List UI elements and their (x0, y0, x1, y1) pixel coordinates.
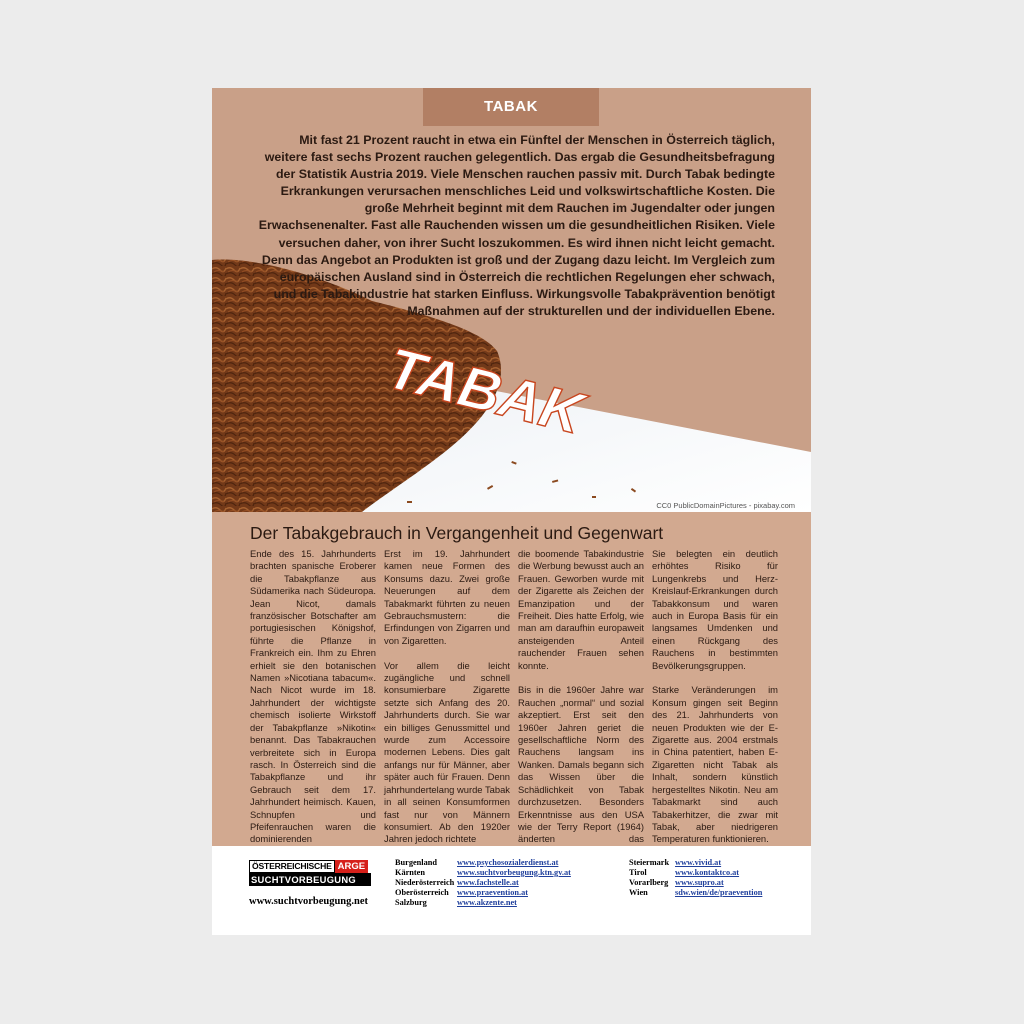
region-name: Niederösterreich (395, 877, 455, 887)
link-row (395, 898, 571, 908)
paragraph: Vor allem die leicht zugängliche und schnell konsumierbare Zigarette setzte sich Anfang des 20. Jahrhunderts durch. Sie war ein billiges Genussmittel und wurde zum Accessoire modernen Lebens. Dies galt anfangs nur für Männer, aber später auch für Frauen. Denn jahrhundertelang wurde Tabak in all seinen Konsumformen fast nur von Männern konsumiert. Ab den 1920er Jahren jedoch richtete (384, 659, 510, 845)
topic-tag: TABAK (423, 88, 599, 126)
link-row (395, 858, 571, 868)
region-url[interactable]: www.akzente.net (457, 897, 517, 907)
article-title: Der Tabakgebrauch in Vergangenheit und Gegenwart (250, 523, 664, 543)
footer (212, 846, 811, 935)
link-row (629, 888, 762, 898)
article-columns (250, 548, 790, 843)
article-section (212, 512, 811, 846)
poster-page (212, 88, 811, 935)
region-name: Tirol (629, 867, 647, 877)
region-url[interactable]: www.praevention.at (457, 887, 528, 897)
region-url[interactable]: www.kontaktco.at (675, 867, 740, 877)
paragraph: Erst im 19. Jahrhundert kamen neue Formen des Konsums dazu. Zwei große Neuerungen auf dem Tabakmarkt führten zu neuen Gebrauchsmustern: die Erfindungen von Zigarren und von Zigaretten. (384, 548, 510, 646)
intro-paragraph: Mit fast 21 Prozent raucht in etwa ein Fünftel der Menschen in Österreich täglich, weitere fast sechs Prozent rauchen gelegentlich. Das ergab die Gesundheitsbefragung der Statistik Austria 2019. Viele Menschen rauchen passiv mit. Durch Tabak bedingte Erkrankungen verursachen menschliches Leid und volkswirtschaftliche Kosten. Die große Mehrheit beginnt mit dem Rauchen im Jugendalter oder jungen Erwachsenenalter. Fast alle Rauchenden wissen um die gesundheitlichen Risiken. Viele versuchen daher, von ihrer Sucht loszukommen. Es wird ihnen nicht leicht gemacht. Denn das Angebot an Produkten ist groß und der Zugang dazu leicht. Im Vergleich zum europäischen Ausland sind in Österreich die rechtlichen Regelungen eher schwach, und die Tabakindustrie hat starken Einfluss. Wirkungsvolle Tabakprävention benötigt Maßnahmen auf der strukturellen und der individuellen Ebene. (258, 133, 775, 318)
logo-text-oesterreichische: ÖSTERREICHISCHE (249, 860, 335, 873)
paragraph: Sie belegten ein deutlich erhöhtes Risiko für Lungenkrebs und Herz-Kreislauf-Erkrankungen durch Tabakkonsum und waren auch in Europa Basis für ein langsames Umdenken und einen Rückgang des Rauchens in bestimmten Bevölkerungsgruppen. (652, 548, 778, 671)
paragraph: Starke Veränderungen im Konsum gingen seit Beginn des 21. Jahrhunderts von neuen Produkten wie der E-Zigarette aus. 2004 erstmals in China patentiert, haben E-Zigaretten nicht Tabak als Inhalt, sondern künstlich hergestelltes Nikotin. Neu am Tabakmarkt sind auch Tabakerhitzer, die zwar mit Tabak, aber niedrigeren Temperaturen funktionieren. (652, 684, 778, 845)
region-name: Salzburg (395, 897, 427, 907)
region-name: Steiermark (629, 858, 670, 867)
arge-logo[interactable] (249, 860, 371, 886)
link-row (395, 888, 571, 898)
region-url[interactable]: www.vivid.at (675, 858, 722, 867)
article-column-1 (250, 548, 376, 871)
article-column-2 (384, 548, 510, 858)
region-name: Kärnten (395, 867, 425, 877)
link-row (395, 868, 571, 878)
regional-links-left (395, 858, 571, 908)
region-name: Oberösterreich (395, 887, 449, 897)
link-row (629, 858, 762, 868)
header-section (212, 88, 811, 512)
article-column-3 (518, 548, 644, 871)
region-url[interactable]: www.supro.at (675, 877, 724, 887)
region-name: Wien (629, 887, 648, 897)
region-url[interactable]: www.psychosozialerdienst.at (457, 858, 559, 867)
link-row (629, 878, 762, 888)
region-name: Vorarlberg (629, 877, 669, 887)
link-row (395, 878, 571, 888)
link-row (629, 868, 762, 878)
paragraph: die boomende Tabakindustrie die Werbung bewusst auch an Frauen. Geworben wurde mit der Zigarette als Zeichen der Emanzipation und der Freiheit. Dies hatte Erfolg, wie man am daraufhin europaweit ansteigenden Anteil rauchender Frauen sehen konnte. (518, 548, 644, 671)
logo-text-arge: ARGE (335, 860, 368, 873)
paragraph: Ende des 15. Jahrhunderts brachten spanische Eroberer die Tabakpflanze aus Südamerika nach Südeuropa. Jean Nicot, damals französischer Botschafter am portugiesischen Königshof, führte die Pflanze in Frankreich ein. Ihm zu Ehren erhielt sie den botanischen Namen »Nicotiana tabacum«. Nach Nicot wurde im 18. Jahrhundert der wichtigste chemisch isolierte Wirkstoff der Tabakpflanze »Nikotin« benannt. Das Tabakrauchen verbreitete sich in Europa rasch. In Österreich sind die Tabakpflanze und ihr Gebrauch seit dem 17. Jahrhundert heimisch. Kauen, Schnupfen und Pfeifenrauchen waren die dominierenden (250, 548, 376, 845)
region-name: Burgenland (395, 858, 437, 867)
website-link[interactable]: www.suchtvorbeugung.net (249, 896, 369, 907)
region-url[interactable]: www.suchtvorbeugung.ktn.gv.at (457, 867, 571, 877)
region-url[interactable]: www.fachstelle.at (457, 877, 519, 887)
svg-text:TABAK: TABAK (380, 335, 590, 447)
photo-credit: CC0 PublicDomainPictures - pixabay.com (656, 501, 795, 510)
logo-text-suchtvorbeugung: SUCHTVORBEUGUNG (249, 873, 371, 886)
paragraph: Bis in die 1960er Jahre war Rauchen „normal“ und sozial akzeptiert. Erst seit den 1960er Jahren geriet die gesellschaftliche Norm des Rauchens langsam ins Wanken. Damals begann sich das Wissen über die Schädlichkeit von Tabak durchzusetzen. Besonders Erkenntnisse aus den USA wie der Terry Report (1964) änderten das (518, 684, 644, 845)
regional-links-right (629, 858, 762, 898)
region-url[interactable]: sdw.wien/de/praevention (675, 887, 763, 897)
article-column-4 (652, 548, 778, 858)
